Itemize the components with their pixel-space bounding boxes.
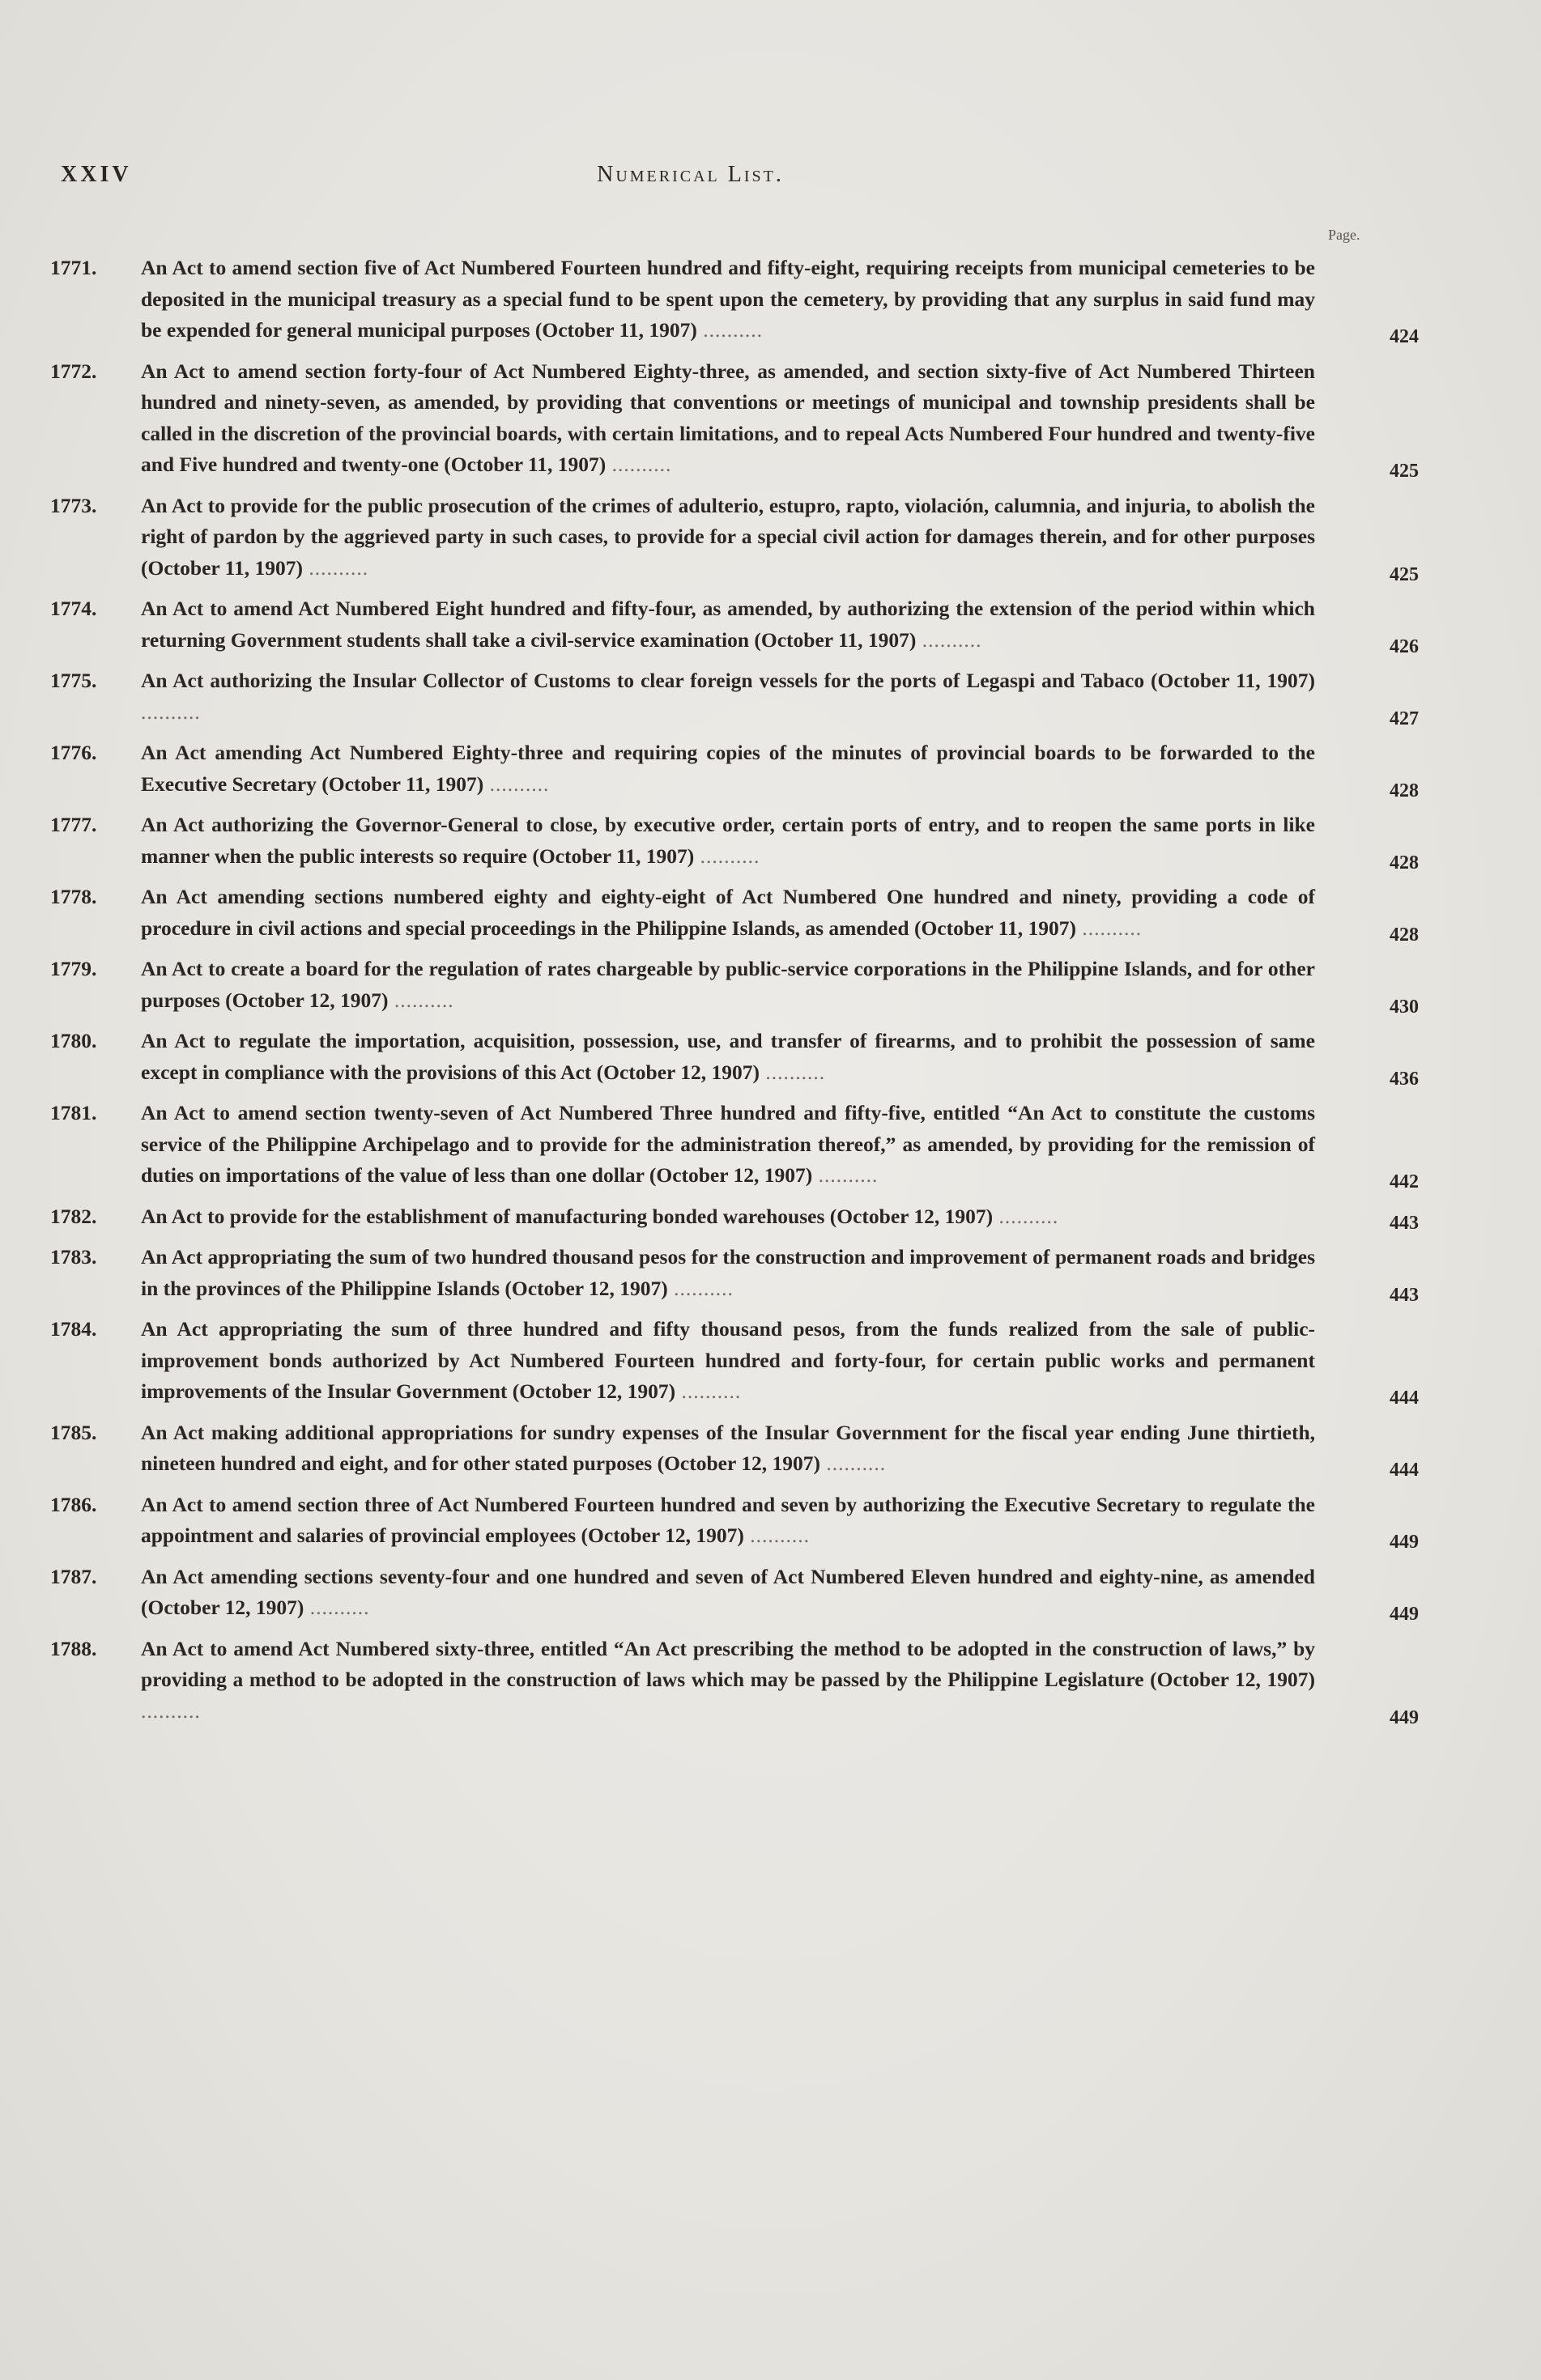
act-number: 1785.	[50, 1420, 97, 1444]
dot-leader: ..........	[743, 1524, 811, 1547]
act-number: 1786.	[50, 1492, 97, 1516]
entry-body	[50, 491, 1315, 584]
act-number: 1772.	[50, 359, 97, 383]
list-item	[50, 882, 1419, 944]
page-reference: 444	[1390, 1460, 1419, 1481]
act-title: An Act to create a board for the regulation of rates chargeable by public-service corporations in the Philippine Islands, and for other purposes (October 12, 1907)	[141, 957, 1315, 1012]
page-reference: 442	[1390, 1171, 1419, 1192]
act-title: An Act appropriating the sum of three hundred and fifty thousand pesos, from the funds realized from the sale of public-improvement bonds authorized by Act Numbered Fourteen hundred and forty-four, for certain public works and permanent improvements of the Insular Government (October 12, 1907)	[141, 1317, 1315, 1403]
page-reference: 425	[1390, 461, 1419, 482]
entry-body	[50, 1417, 1315, 1480]
page-reference: 426	[1390, 635, 1419, 657]
dot-leader: ..........	[819, 1451, 887, 1475]
list-item	[50, 665, 1419, 728]
act-number: 1775.	[50, 669, 97, 692]
dot-leader: ..........	[141, 699, 201, 724]
page-reference: 443	[1390, 1212, 1419, 1234]
act-title: An Act amending sections seventy-four and one hundred and seven of Act Numbered Eleven hundred and eighty-nine, as amended (October 12, 1907)	[141, 1564, 1315, 1619]
act-number: 1779.	[50, 957, 97, 980]
page-numeral: XXIV	[61, 162, 132, 187]
dot-leader: ..........	[760, 1060, 826, 1084]
act-number: 1773.	[50, 493, 97, 517]
act-number: 1782.	[50, 1204, 97, 1228]
act-title: An Act amending sections numbered eighty and eighty-eight of Act Numbered One hundred and ninety, providing a code of procedure in civil actions and special proceedings in the Philippine Islands, as amended (October 11, 1907)	[141, 885, 1315, 940]
page-reference: 449	[1390, 1706, 1419, 1728]
entry-body	[50, 1314, 1315, 1408]
entry-body	[50, 593, 1315, 656]
act-title: An Act amending Act Numbered Eighty-three and requiring copies of the minutes of provincial boards to be forwarded to the Executive Secretary (October 11, 1907)	[141, 741, 1315, 796]
list-item	[50, 1026, 1419, 1088]
entry-body	[50, 356, 1315, 481]
list-item	[50, 491, 1419, 584]
act-title: An Act to amend section five of Act Numbered Fourteen hundred and fifty-eight, requiring receipts from municipal cemeteries to be deposited in the municipal treasury as a special fund to be spent upon the cemetery, by providing that any surplus in said fund may be expended for general municipal purposes (October 11, 1907)	[141, 256, 1315, 342]
dot-leader: ..........	[388, 988, 454, 1012]
entry-body	[50, 1242, 1315, 1304]
list-item	[50, 1314, 1419, 1408]
dot-leader: ..........	[694, 844, 760, 868]
entry-body	[50, 1562, 1315, 1624]
page-reference: 425	[1390, 563, 1419, 585]
act-title: An Act to provide for the establishment of manufacturing bonded warehouses (October 12, 1907)	[141, 1204, 994, 1228]
act-number: 1788.	[50, 1636, 97, 1660]
act-list	[50, 253, 1419, 1736]
entry-body	[50, 1490, 1315, 1552]
page-reference: 444	[1390, 1388, 1419, 1409]
entry-body	[50, 1201, 1315, 1233]
page-reference: 449	[1390, 1604, 1419, 1625]
dot-leader: ..........	[304, 1596, 370, 1619]
act-number: 1771.	[50, 256, 97, 279]
act-title: An Act to amend Act Numbered Eight hundred and fifty-four, as amended, by authorizing the extension of the period within which returning Government students shall take a civil-service examination (October 11, 1907)	[141, 597, 1315, 652]
entry-body	[50, 665, 1315, 728]
page-column-label: Page.	[1328, 227, 1360, 243]
dot-leader: ..........	[302, 555, 369, 580]
list-item	[50, 810, 1419, 872]
page-header	[61, 162, 1320, 194]
act-title: An Act to amend section twenty-seven of Act Numbered Three hundred and fifty-five, entitled “An Act to constitute the customs service of the Philippine Archipelago and to provide for the administration thereof,” as amended, by providing for the remission of duties on importations of the value of less than one dollar (October 12, 1907)	[141, 1101, 1315, 1187]
act-title: An Act to provide for the public prosecution of the crimes of adulterio, estupro, rapto, violación, calumnia, and injuria, to abolish the right of pardon by the aggrieved party in such cases, to provide for a special civil action for damages therein, and for other purposes (October 11, 1907)	[141, 493, 1315, 580]
entry-body	[50, 1098, 1315, 1192]
page-reference: 428	[1390, 924, 1419, 946]
dot-leader: ..........	[675, 1379, 742, 1403]
entry-body	[50, 253, 1315, 346]
list-item	[50, 253, 1419, 346]
act-title: An Act to amend section three of Act Numbered Fourteen hundred and seven by authorizing the Executive Secretary to regulate the appointment and salaries of provincial employees (October 12, 1907)	[141, 1492, 1315, 1547]
entry-body	[50, 1026, 1315, 1088]
page-reference: 424	[1390, 326, 1419, 347]
list-item	[50, 593, 1419, 656]
dot-leader: ..........	[667, 1276, 734, 1300]
act-title: An Act appropriating the sum of two hundred thousand pesos for the construction and improvement of permanent roads and bridges in the provinces of the Philippine Islands (October 12, 1907)	[141, 1245, 1315, 1300]
dot-leader: ..........	[812, 1163, 879, 1187]
dot-leader: ..........	[1075, 916, 1143, 940]
page-reference: 427	[1390, 708, 1419, 729]
act-title: An Act making additional appropriations for sundry expenses of the Insular Government for the fiscal year ending June thirtieth, nineteen hundred and eight, and for other stated purposes (October 12, 1907)	[141, 1420, 1315, 1475]
dot-leader: ..........	[141, 1698, 201, 1723]
dot-leader: ..........	[916, 627, 982, 652]
list-item	[50, 1562, 1419, 1624]
act-title: An Act authorizing the Governor-General to close, by executive order, certain ports of entry, and to reopen the same ports in like manner when the public interests so require (October 11, 1907)	[141, 813, 1315, 868]
list-item	[50, 1242, 1419, 1304]
dot-leader: ..........	[483, 771, 550, 796]
act-number: 1778.	[50, 885, 97, 908]
entry-body	[50, 954, 1315, 1016]
list-item	[50, 1634, 1419, 1728]
entry-body	[50, 882, 1315, 944]
dot-leader: ..........	[696, 318, 763, 342]
page-reference: 443	[1390, 1284, 1419, 1306]
act-number: 1787.	[50, 1564, 97, 1588]
page-reference: 449	[1390, 1532, 1419, 1553]
act-number: 1783.	[50, 1245, 97, 1269]
act-number: 1777.	[50, 813, 97, 836]
act-number: 1776.	[50, 741, 97, 764]
entry-body	[50, 1634, 1315, 1728]
list-item	[50, 1201, 1419, 1233]
page-reference: 430	[1390, 996, 1419, 1018]
act-number: 1784.	[50, 1317, 97, 1341]
act-number: 1780.	[50, 1029, 97, 1052]
list-item	[50, 954, 1419, 1016]
page-reference: 436	[1390, 1068, 1419, 1090]
list-item	[50, 356, 1419, 481]
act-title: An Act to regulate the importation, acquisition, possession, use, and transfer of firearms, and to prohibit the possession of same except in compliance with the provisions of this Act (October 12, 1907)	[141, 1029, 1315, 1084]
dot-leader: ..........	[606, 453, 672, 476]
list-item	[50, 1098, 1419, 1192]
entry-body	[50, 737, 1315, 800]
act-number: 1781.	[50, 1101, 97, 1124]
list-item	[50, 1417, 1419, 1480]
dot-leader: ..........	[993, 1204, 1059, 1228]
list-item	[50, 1490, 1419, 1552]
running-title: Numerical List.	[597, 162, 784, 187]
act-title: An Act to amend section forty-four of Act Numbered Eighty-three, as amended, and section sixty-five of Act Numbered Thirteen hundred and ninety-seven, as amended, by providing that conventions or meetings of municipal and township presidents shall be called in the discretion of the provincial boards, with certain limitations, and to repeal Acts Numbered Four hundred and twenty-five and Five hundred and twenty-one (October 11, 1907)	[141, 359, 1315, 476]
page-reference: 428	[1390, 852, 1419, 873]
act-title: An Act to amend Act Numbered sixty-three, entitled “An Act prescribing the method to be adopted in the construction of laws,” by providing a method to be adopted in the construction of laws which may be passed by the Philippine Legislature (October 12, 1907)	[141, 1636, 1315, 1691]
page-reference: 428	[1390, 780, 1419, 801]
act-title: An Act authorizing the Insular Collector of Customs to clear foreign vessels for the ports of Legaspi and Tabaco (October 11, 1907)	[141, 669, 1315, 692]
act-number: 1774.	[50, 597, 97, 620]
list-item	[50, 737, 1419, 800]
entry-body	[50, 810, 1315, 872]
